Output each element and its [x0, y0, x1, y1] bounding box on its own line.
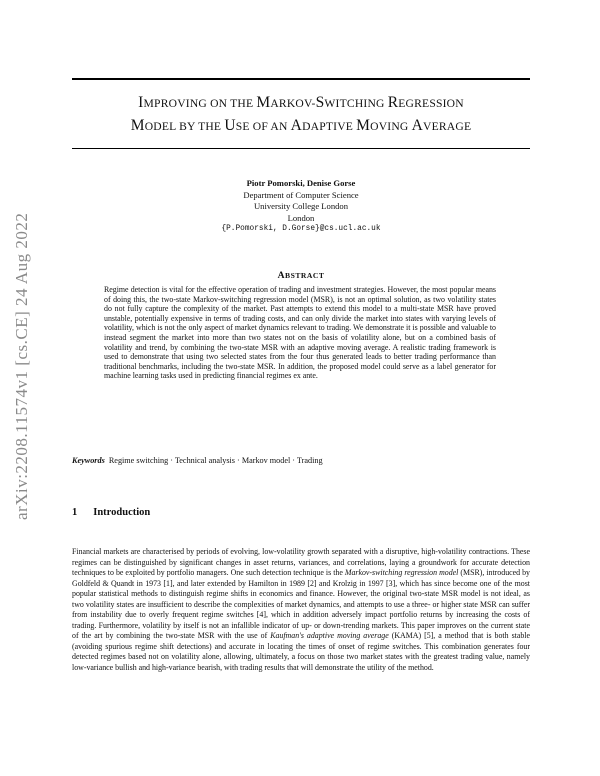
title-segment: ODEL BY THE: [144, 120, 225, 133]
section-title: Introduction: [93, 507, 151, 518]
intro-emphasis: Markov-switching regression model: [344, 568, 459, 577]
title-segment: M: [130, 117, 145, 134]
author-block: [150, 178, 452, 236]
title-segment: I: [138, 94, 144, 111]
intro-text: (KAMA) [5], a method that is both stable (avoiding spurious regime shift detections) and accurate in locating the times of onset of regime switches. This combination generates four detected regimes based not on volatility alone, allowing, ultimately, a focus on those two market states with the greatest trading value, namely low-variance bullish and high-variance bearish, with trading results that will demonstrate the utility of the method.: [72, 631, 530, 672]
title-segment: S: [315, 94, 325, 111]
keywords-label: Keywords: [72, 456, 105, 465]
section-heading-introduction: [72, 507, 150, 518]
paper-title: [60, 92, 542, 138]
title-segment: WITCHING: [324, 97, 388, 110]
author-email: {P.Pomorski, D.Gorse}@cs.ucl.ac.uk: [221, 225, 381, 233]
title-segment: A: [411, 117, 424, 134]
title-segment: M: [356, 117, 371, 134]
introduction-paragraph: [72, 547, 530, 673]
title-top-rule: [72, 78, 530, 80]
title-segment: M: [256, 94, 271, 111]
author-city: London: [287, 212, 315, 223]
abstract-text: Regime detection is vital for the effective operation of trading and investment strategies. However, the most popular means of doing this, the two-state Markov-switching regression model (MSR), is not an optimal solution, as two volatility states do not fully capture the complexity of the market. Past attempts to extend this model to a multi-state MSR have proved unstable, potentially expensive in terms of trading costs, and can only divide the market into states with varying levels of volatility, which is not the only aspect of market dynamics relevant to trading. We demonstrate it is possible and valuable to instead segment the market into more than two states not on the basis of volatility alone, but on a combined basis of volatility and trend, by combining the two-state MSR with an adaptive moving average. A realistic trading framework is used to demonstrate that using two selected states from the four thus generated leads to better trading performance than traditional benchmarks, including the two-state MSR. In addition, the proposed model could serve as a label generator for machine learning tasks used in predicting financial regimes ex ante.: [104, 285, 496, 381]
abstract-heading-first: A: [277, 270, 286, 281]
title-segment: U: [224, 117, 236, 134]
title-bottom-rule: [72, 148, 530, 149]
title-line-1: [60, 92, 542, 115]
title-segment: VERAGE: [423, 120, 472, 133]
section-number: 1: [72, 507, 78, 518]
title-segment: EGRESSION: [398, 97, 464, 110]
title-line-2: [60, 115, 542, 138]
intro-text: (MSR), introduced by Goldfeld & Quandt in 1973 [1], and later extended by Hamilton in 1989 [2] and Krolzig in 1997 [3], which has since become one of the most popular statistical methods to distinguish regime shifts in economics and finance. However, the original two-state MSR model is not ideal, as two volatility states are insufficient to describe the complexities of market dynamics, and attempts to use a three- or higher state MSR can suffer from instability due to overly frequent regime switches [4], which in addition adversely impact portfolio returns by increasing the costs of trading. Furthermore, volatility by itself is not an infallible indicator of up- or down-trending markets. This paper improves on the current state of the art by combining the two-state MSR with the use of: [72, 568, 531, 640]
title-segment: SE OF AN: [235, 120, 291, 133]
intro-text: Financial markets are characterised by periods of evolving, low-volatility growth separated with a disruptive, high-volatility contractions. These regimes can be distinguished by significant changes in asset returns, variances, and correlations, laying a groundwork for accurate detection techniques to be exploited by portfolio managers. One such detection technique is the: [72, 547, 530, 577]
author-department: Department of Computer Science: [243, 189, 359, 200]
intro-emphasis: Kaufman's adaptive moving average: [270, 631, 389, 640]
title-segment: OVING: [370, 120, 412, 133]
keywords-line: [72, 455, 530, 466]
keywords-list: Regime switching · Technical analysis · Markov model · Trading: [108, 456, 323, 465]
title-segment: ARKOV-: [270, 97, 316, 110]
title-segment: A: [290, 117, 303, 134]
author-institution: University College London: [253, 201, 349, 211]
arxiv-side-label: arXiv:2208.11574v1 [cs.CE] 24 Aug 2022: [12, 212, 31, 520]
abstract-heading-rest: BSTRACT: [285, 271, 325, 280]
title-segment: MPROVING ON THE: [143, 97, 257, 110]
abstract-heading: [150, 270, 452, 281]
title-segment: R: [387, 94, 399, 111]
author-names: Piotr Pomorski, Denise Gorse: [246, 178, 356, 188]
title-segment: DAPTIVE: [302, 120, 357, 133]
